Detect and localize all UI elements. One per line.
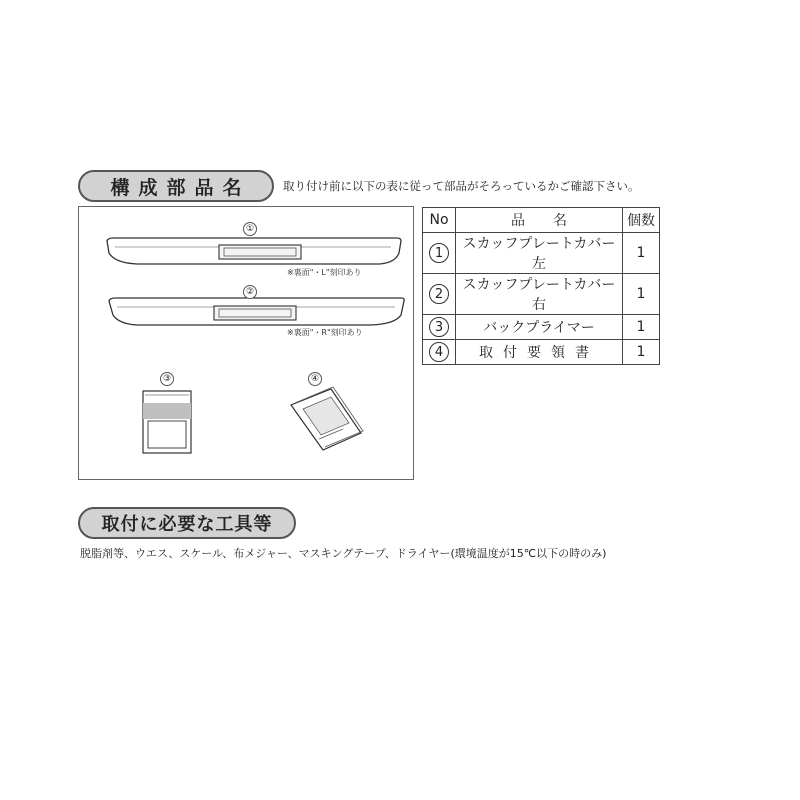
parts-illustration [78, 206, 414, 480]
instruction-booklet-drawing [291, 387, 363, 450]
table-row [423, 340, 660, 365]
engraving-note-left: ※裏面"・L"刻印あり [287, 268, 362, 277]
table-header-row [423, 208, 660, 233]
scuff-plate-left-drawing [107, 238, 401, 264]
row-qty: 1 [623, 274, 660, 315]
row-no: 4 [429, 342, 449, 362]
table-row [423, 274, 660, 315]
row-no: 2 [429, 284, 449, 304]
parts-intro-text: 取り付け前に以下の表に従って部品がそろっているかご確認下さい。 [283, 179, 640, 193]
row-name: スカッフプレートカバー左 [456, 233, 623, 274]
primer-packet-drawing [143, 391, 191, 453]
row-qty: 1 [623, 340, 660, 365]
tools-list-text: 脱脂剤等、ウエス、スケール、布メジャー、マスキングテープ、ドライヤー(環境温度が15℃以下の時のみ) [80, 547, 607, 560]
parts-table [422, 207, 660, 365]
row-name: スカッフプレートカバー右 [456, 274, 623, 315]
row-no: 3 [429, 317, 449, 337]
header-name: 品 名 [456, 208, 623, 233]
table-row [423, 233, 660, 274]
row-name: バックプライマー [456, 315, 623, 340]
engraving-note-right: ※裏面"・R"刻印あり [287, 328, 363, 337]
header-qty: 個数 [623, 208, 660, 233]
row-qty: 1 [623, 315, 660, 340]
row-qty: 1 [623, 233, 660, 274]
row-no: 1 [429, 243, 449, 263]
part-label-2: ② [243, 285, 257, 299]
scuff-plate-right-drawing [109, 298, 404, 325]
section-title-tools: 取付に必要な工具等 [78, 507, 296, 539]
part-label-1: ① [243, 222, 257, 236]
table-row [423, 315, 660, 340]
part-label-3: ③ [160, 372, 174, 386]
part-label-4: ④ [308, 372, 322, 386]
row-name: 取付要領書 [456, 340, 623, 365]
header-no: No [423, 208, 456, 233]
section-title-parts: 構成部品名 [78, 170, 274, 202]
